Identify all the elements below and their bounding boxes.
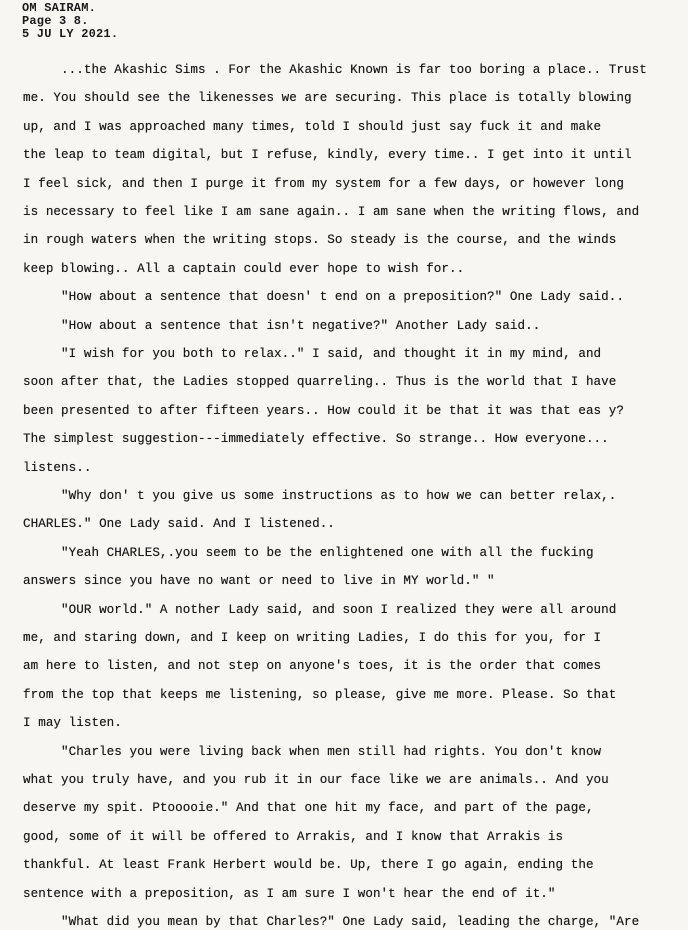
text-line: "Charles you were living back when men still had rights. You don't know xyxy=(23,744,602,759)
text-line: in rough waters when the writing stops. So steady is the course, and the winds xyxy=(23,233,617,248)
header-page-number: Page 3 8. xyxy=(22,14,89,28)
text-line: sentence with a preposition, as I am sure I won't hear the end of it." xyxy=(23,886,556,901)
text-line: "What did you mean by that Charles?" One Lady said, leading the charge, "Are xyxy=(23,915,640,929)
text-line: CHARLES." One Lady said. And I listened.. xyxy=(23,517,335,532)
text-line: "Why don' t you give us some instructions as to how we can better relax,. xyxy=(23,489,617,503)
text-line: keep blowing.. All a captain could ever hope to wish for.. xyxy=(23,261,465,276)
text-line: "OUR world." A nother Lady said, and soon I realized they were all around xyxy=(23,602,617,617)
text-line: me. You should see the likenesses we are securing. This place is totally blowing xyxy=(23,91,632,106)
text-line: I feel sick, and then I purge it from my system for a few days, or however long xyxy=(23,176,624,191)
text-line: "Yeah CHARLES,.you seem to be the enlightened one with all the fucking xyxy=(23,545,594,560)
text-line: from the top that keeps me listening, so please, give me more. Please. So that xyxy=(23,687,617,702)
text-line: "I wish for you both to relax.." I said, and thought it in my mind, and xyxy=(23,347,602,361)
text-line: "How about a sentence that doesn' t end on a preposition?" One Lady said.. xyxy=(23,290,624,305)
text-line: I may listen. xyxy=(23,716,122,731)
page-header xyxy=(22,2,118,41)
text-line: "How about a sentence that isn't negative?" Another Lady said.. xyxy=(23,318,541,333)
text-line: the leap to team digital, but I refuse, kindly, every time.. I get into it until xyxy=(23,148,632,163)
text-line: ...the Akashic Sims . For the Akashic Known is far too boring a place.. Trust xyxy=(23,63,647,77)
text-line: The simplest suggestion---immediately effective. So strange.. How everyone... xyxy=(23,432,609,447)
text-line: thankful. At least Frank Herbert would be. Up, there I go again, ending the xyxy=(23,858,594,873)
text-line: what you truly have, and you rub it in our face like we are animals.. And you xyxy=(23,773,609,787)
text-line: good, some of it will be offered to Arrakis, and I know that Arrakis is xyxy=(23,829,564,844)
text-line: been presented to after fifteen years.. How could it be that it was that eas y? xyxy=(23,403,624,418)
text-line: am here to listen, and not step on anyone's toes, it is the order that comes xyxy=(23,659,602,674)
text-line: listens.. xyxy=(23,460,92,475)
text-line: deserve my spit. Ptooooie." And that one hit my face, and part of the page, xyxy=(23,801,594,816)
header-date: 5 JU LY 2021. xyxy=(22,27,119,41)
text-line: up, and I was approached many times, told I should just say fuck it and make xyxy=(23,119,602,134)
header-title: OM SAIRAM. xyxy=(22,1,97,15)
text-line: is necessary to feel like I am sane again.. I am sane when the writing flows, and xyxy=(23,205,640,219)
text-line: soon after that, the Ladies stopped quarreling.. Thus is the world that I have xyxy=(23,375,617,390)
text-line: answers since you have no want or need to live in MY world." " xyxy=(23,574,495,589)
text-line: me, and staring down, and I keep on writing Ladies, I do this for you, for I xyxy=(23,631,602,645)
